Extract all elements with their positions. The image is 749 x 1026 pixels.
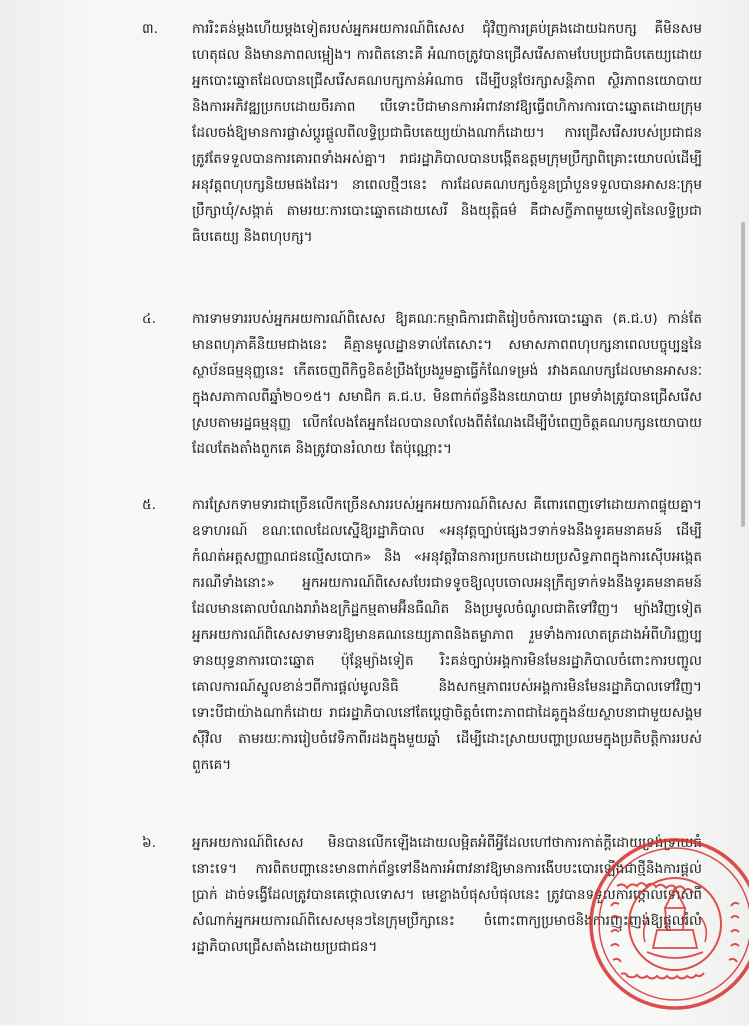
list-item-5 [142,492,702,778]
item-number: ៣. [142,21,158,37]
item-paragraph: អ្នកអយការណ៍ពិសេស មិនបានលើកឡើងដោយលម្អិតអំពីអ្វីដែលហៅថាការកាត់ក្ដីដោយទ្រង់ទ្រាយធំនោះទេ។ ការពិតបញ្ហានេះមានពាក់ព័ន្ធទៅនឹងការអំពាវនាវឱ្យមានការងើបបះបោរឡើងជាថ្មីនិងការផ្ដល់ប្រាក់ ដាច់ទង្វើដែលត្រូវបានគេថ្កោលទោស។ មេខ្លោងបំផុសបំផុលនេះ ត្រូវបានទទួលការថ្កោលទោសពីសំណាក់អ្នកអយការណ៍ពិសេសមុនៗនៃក្រុមប្រឹក្សានេះ ចំពោះពាក្យប្រមាថនិងការញុះញង់ឱ្យផ្ដួលរំលំរដ្ឋាភិបាលជ្រើសតាំងដោយប្រជាជន។ [192,835,702,955]
list-item-4 [142,306,702,462]
item-paragraph: ការទាមទាររបស់អ្នកអយការណ៍ពិសេស ឱ្យគណៈកម្មាធិការជាតិរៀបចំការបោះឆ្នោត (គ.ជ.ប) កាន់តែមានពហុភាគីនិយមជាងនេះ គឺគ្មានមូលដ្ឋានទាល់តែសោះ។ សមាសភាពពហុបក្សនាពេលបច្ចុប្បន្ននៃស្ថាប័នធម្មនុញ្ញនេះ កើតចេញពីកិច្ចខិតខំប្រឹងប្រែងរួមគ្នាធ្វើកំណែទម្រង់ រវាងគណបក្សដែលមានអាសនៈក្នុងសភាកាលពីឆ្នាំ២០១៥។ សមាជិក គ.ជ.ប. មិនពាក់ព័ន្ធនឹងនយោបាយ ព្រមទាំងត្រូវបានជ្រើសរើសស្របតាមរដ្ឋធម្មនុញ្ញ លើកលែងតែអ្នកដែលបានលាលែងពីតំណែងដើម្បីបំពេញចិត្តគណបក្សនយោបាយដែលតែងតាំងពួកគេ និងត្រូវបានរំលាយ តែប៉ុណ្ណោះ។ [192,311,702,457]
item-number: ៤. [142,311,156,327]
item-number: ៥. [142,497,156,513]
official-seal-stamp [577,826,749,1026]
item-number: ៦. [142,835,156,851]
item-paragraph: ការរិះគន់ម្ដងហើយម្ដងទៀតរបស់អ្នកអយការណ៍ពិសេស ជុំវិញការគ្រប់គ្រងដោយឯកបក្ស គឺមិនសមហេតុផល និងមានភាពលម្អៀង។ ការពិតនោះគឺ អំណាចត្រូវបានជ្រើសរើសតាមបែបប្រជាធិបតេយ្យដោយអ្នកបោះឆ្នោតដែលបានជ្រើសរើសគណបក្សកាន់អំណាច ដើម្បីបន្តថែរក្សាសន្តិភាព ស្ថិរភាពនយោបាយ និងការអភិវឌ្ឍប្រកបដោយចីរភាព បើទោះបីជាមានការអំពាវនាវឱ្យធ្វើពហិការការបោះឆ្នោតដោយក្រុមដែលចង់ឱ្យមានការផ្លាស់ប្ដូរផ្ដួលពីលទ្ធិប្រជាធិបតេយ្យយ៉ាងណាក៏ដោយ។ ការជ្រើសរើសរបស់ប្រជាជនត្រូវតែទទួលបានការគោរពទាំងអស់គ្នា។ រាជរដ្ឋាភិបាលបានបង្កើតឧត្តមក្រុមប្រឹក្សាពិគ្រោះយោបល់ដើម្បីអនុវត្តពហុបក្សនិយមផងដែរ។ នាពេលថ្មីៗនេះ ការដែលគណបក្សចំនួនប្រាំបួនទទួលបានអាសនៈក្រុមប្រឹក្សាឃុំ/សង្កាត់ តាមរយៈការបោះឆ្នោតដោយសេរី និងយុត្តិធម៌ គឺជាសក្ខីភាពមួយទៀតនៃលទ្ធិប្រជាធិបតេយ្យ និងពហុបក្ស។ [192,21,702,245]
list-item-3 [142,16,702,250]
scrollbar-thumb[interactable] [741,222,745,527]
item-paragraph: ការស្រែកទាមទារជាច្រើនលើកច្រើនសាររបស់អ្នកអយការណ៍ពិសេស គឺពោរពេញទៅដោយភាពផ្ទុយគ្នា។ ឧទាហរណ៍ ខណៈពេលដែលស្នើឱ្យរដ្ឋាភិបាល «អនុវត្តច្បាប់ផ្សេងៗទាក់ទងនឹងទូរគមនាគមន៍ ដើម្បីកំណត់អត្តសញ្ញាណជនល្មើសបោក» និង «អនុវត្តវិធានការប្រកបដោយប្រសិទ្ធភាពក្នុងការស៊ើបអង្កេតករណីទាំងនោះ» អ្នកអយការណ៍ពិសេសបែរជាទទូចឱ្យលុបចោលអនុក្រឹត្យទាក់ទងនឹងទូរគមនាគមន៍ដែលមានគោលបំណងរារាំងឧក្រិដ្ឋកម្មតាមអ៊ីនធឺណិត និងប្រមូលចំណូលជាតិទៅវិញ។ ម្យ៉ាងវិញទៀត អ្នកអយការណ៍ពិសេសទាមទារឱ្យមានគណនេយ្យភាពនិងតម្លាភាព រួមទាំងការលាតត្រដាងអំពីហិរញ្ញប្បទានយុទ្ធនាការបោះឆ្នោត ប៉ុន្តែម្យ៉ាងទៀត រិះគន់ច្បាប់អង្គការមិនមែនរដ្ឋាភិបាលចំពោះការបញ្ចូលគោលការណ៍ស្នូលខាន់ៗពីការផ្ដល់មូលនិធិ និងសកម្មភាពរបស់អង្គការមិនមែនរដ្ឋាភិបាលទៅវិញ។ ទោះបីជាយ៉ាងណាក៏ដោយ រាជរដ្ឋាភិបាលនៅតែប្ដេជ្ញាចិត្តចំពោះភាពជាដៃគូក្នុងន័យស្ថាបនាជាមួយសង្គមស៊ីវិល តាមរយៈការរៀបចំវេទិកាពីរដងក្នុងមួយឆ្នាំ ដើម្បីដោះស្រាយបញ្ហាប្រឈមក្នុងប្រតិបត្តិការរបស់ពួកគេ។ [192,497,702,773]
